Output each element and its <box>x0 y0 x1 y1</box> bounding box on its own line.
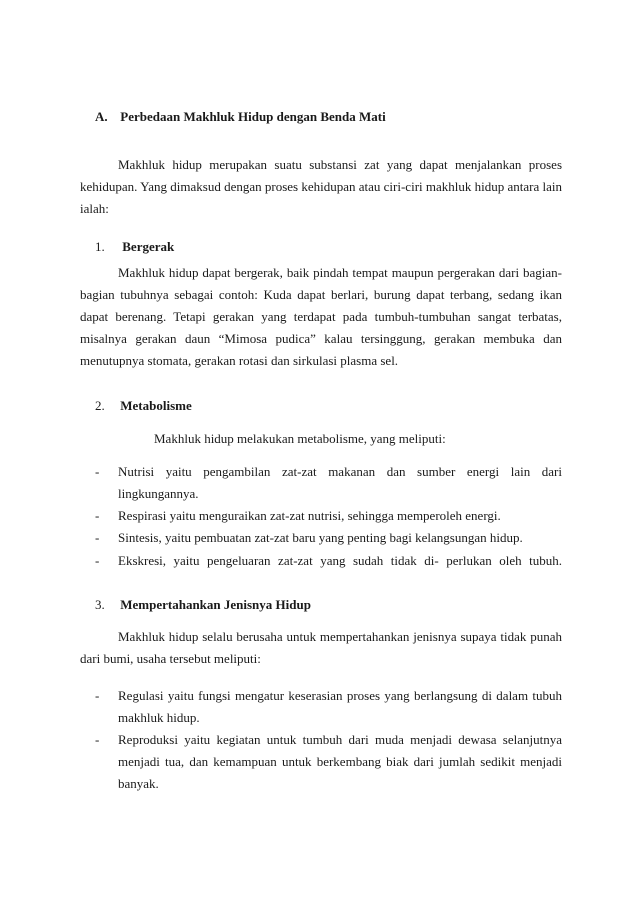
section-2-heading <box>95 398 577 414</box>
section-1-title: Bergerak <box>122 239 175 254</box>
section-3-paragraph: Makhluk hidup selalu berusaha untuk mempertahankan jenisnya supaya tidak punah dari bumi, usaha tersebut meliputi: <box>80 629 562 666</box>
list-item-text: Reproduksi yaitu kegiatan untuk tumbuh dari muda menjadi dewasa selanjutnya menjadi tua, dan kemampuan untuk berkembang biak dari jumlah sedikit menjadi banyak. <box>118 732 562 791</box>
section-a-heading <box>95 109 577 125</box>
section-3-number: 3. <box>95 597 105 612</box>
list-item <box>95 550 562 572</box>
section-2-title: Metabolisme <box>120 398 192 413</box>
section-1-paragraph: Makhluk hidup dapat bergerak, baik pindah tempat maupun pergerakan dari bagian-bagian tubuhnya sebagai contoh: Kuda dapat berlari, burung dapat terbang, sedang ikan dapat berenang. Tetapi gerakan yang terdapat pada tumbuh-tumbuhan sangat terbatas, misalnya gerakan daun “Mimosa pudica” kalau tersinggung, gerakan membuka dan menutupnya stomata, gerakan rotasi dan sirkulasi plasma sel. <box>80 265 562 368</box>
list-item <box>95 729 562 795</box>
intro-paragraph: Makhluk hidup merupakan suatu substansi zat yang dapat menjalankan proses kehidupan. Yang dimaksud dengan proses kehidupan atau ciri-ciri makhluk hidup antara lain ialah: <box>80 157 562 216</box>
list-dash: - <box>95 732 100 747</box>
list-dash: - <box>95 553 100 568</box>
list-item <box>95 527 562 549</box>
section-1-number: 1. <box>95 239 105 254</box>
list-dash: - <box>95 530 100 545</box>
section-a-title: Perbedaan Makhluk Hidup dengan Benda Mati <box>120 109 386 124</box>
list-item <box>95 505 562 527</box>
section-3-title: Mempertahankan Jenisnya Hidup <box>120 597 311 612</box>
list-item <box>95 461 562 505</box>
section-2-number: 2. <box>95 398 105 413</box>
section-3-heading <box>95 597 577 613</box>
list-item-text: Ekskresi, yaitu pengeluaran zat-zat yang sudah tidak di- perlukan oleh tubuh. <box>118 553 562 568</box>
list-item-text: Regulasi yaitu fungsi mengatur keserasian proses yang berlangsung di dalam tubuh makhluk hidup. <box>118 688 562 725</box>
section-a-number: A. <box>95 109 108 124</box>
list-item-text: Nutrisi yaitu pengambilan zat-zat makanan dan sumber energi lain dari lingkungannya. <box>118 464 562 501</box>
list-dash: - <box>95 464 100 479</box>
section-2-paragraph: Makhluk hidup melakukan metabolisme, yang meliputi: <box>154 431 446 446</box>
list-item <box>95 685 562 729</box>
list-dash: - <box>95 508 100 523</box>
list-dash: - <box>95 688 100 703</box>
list-item-text: Sintesis, yaitu pembuatan zat-zat baru yang penting bagi kelangsungan hidup. <box>118 530 523 545</box>
section-1-heading <box>95 239 577 255</box>
list-item-text: Respirasi yaitu menguraikan zat-zat nutrisi, sehingga memperoleh energi. <box>118 508 501 523</box>
